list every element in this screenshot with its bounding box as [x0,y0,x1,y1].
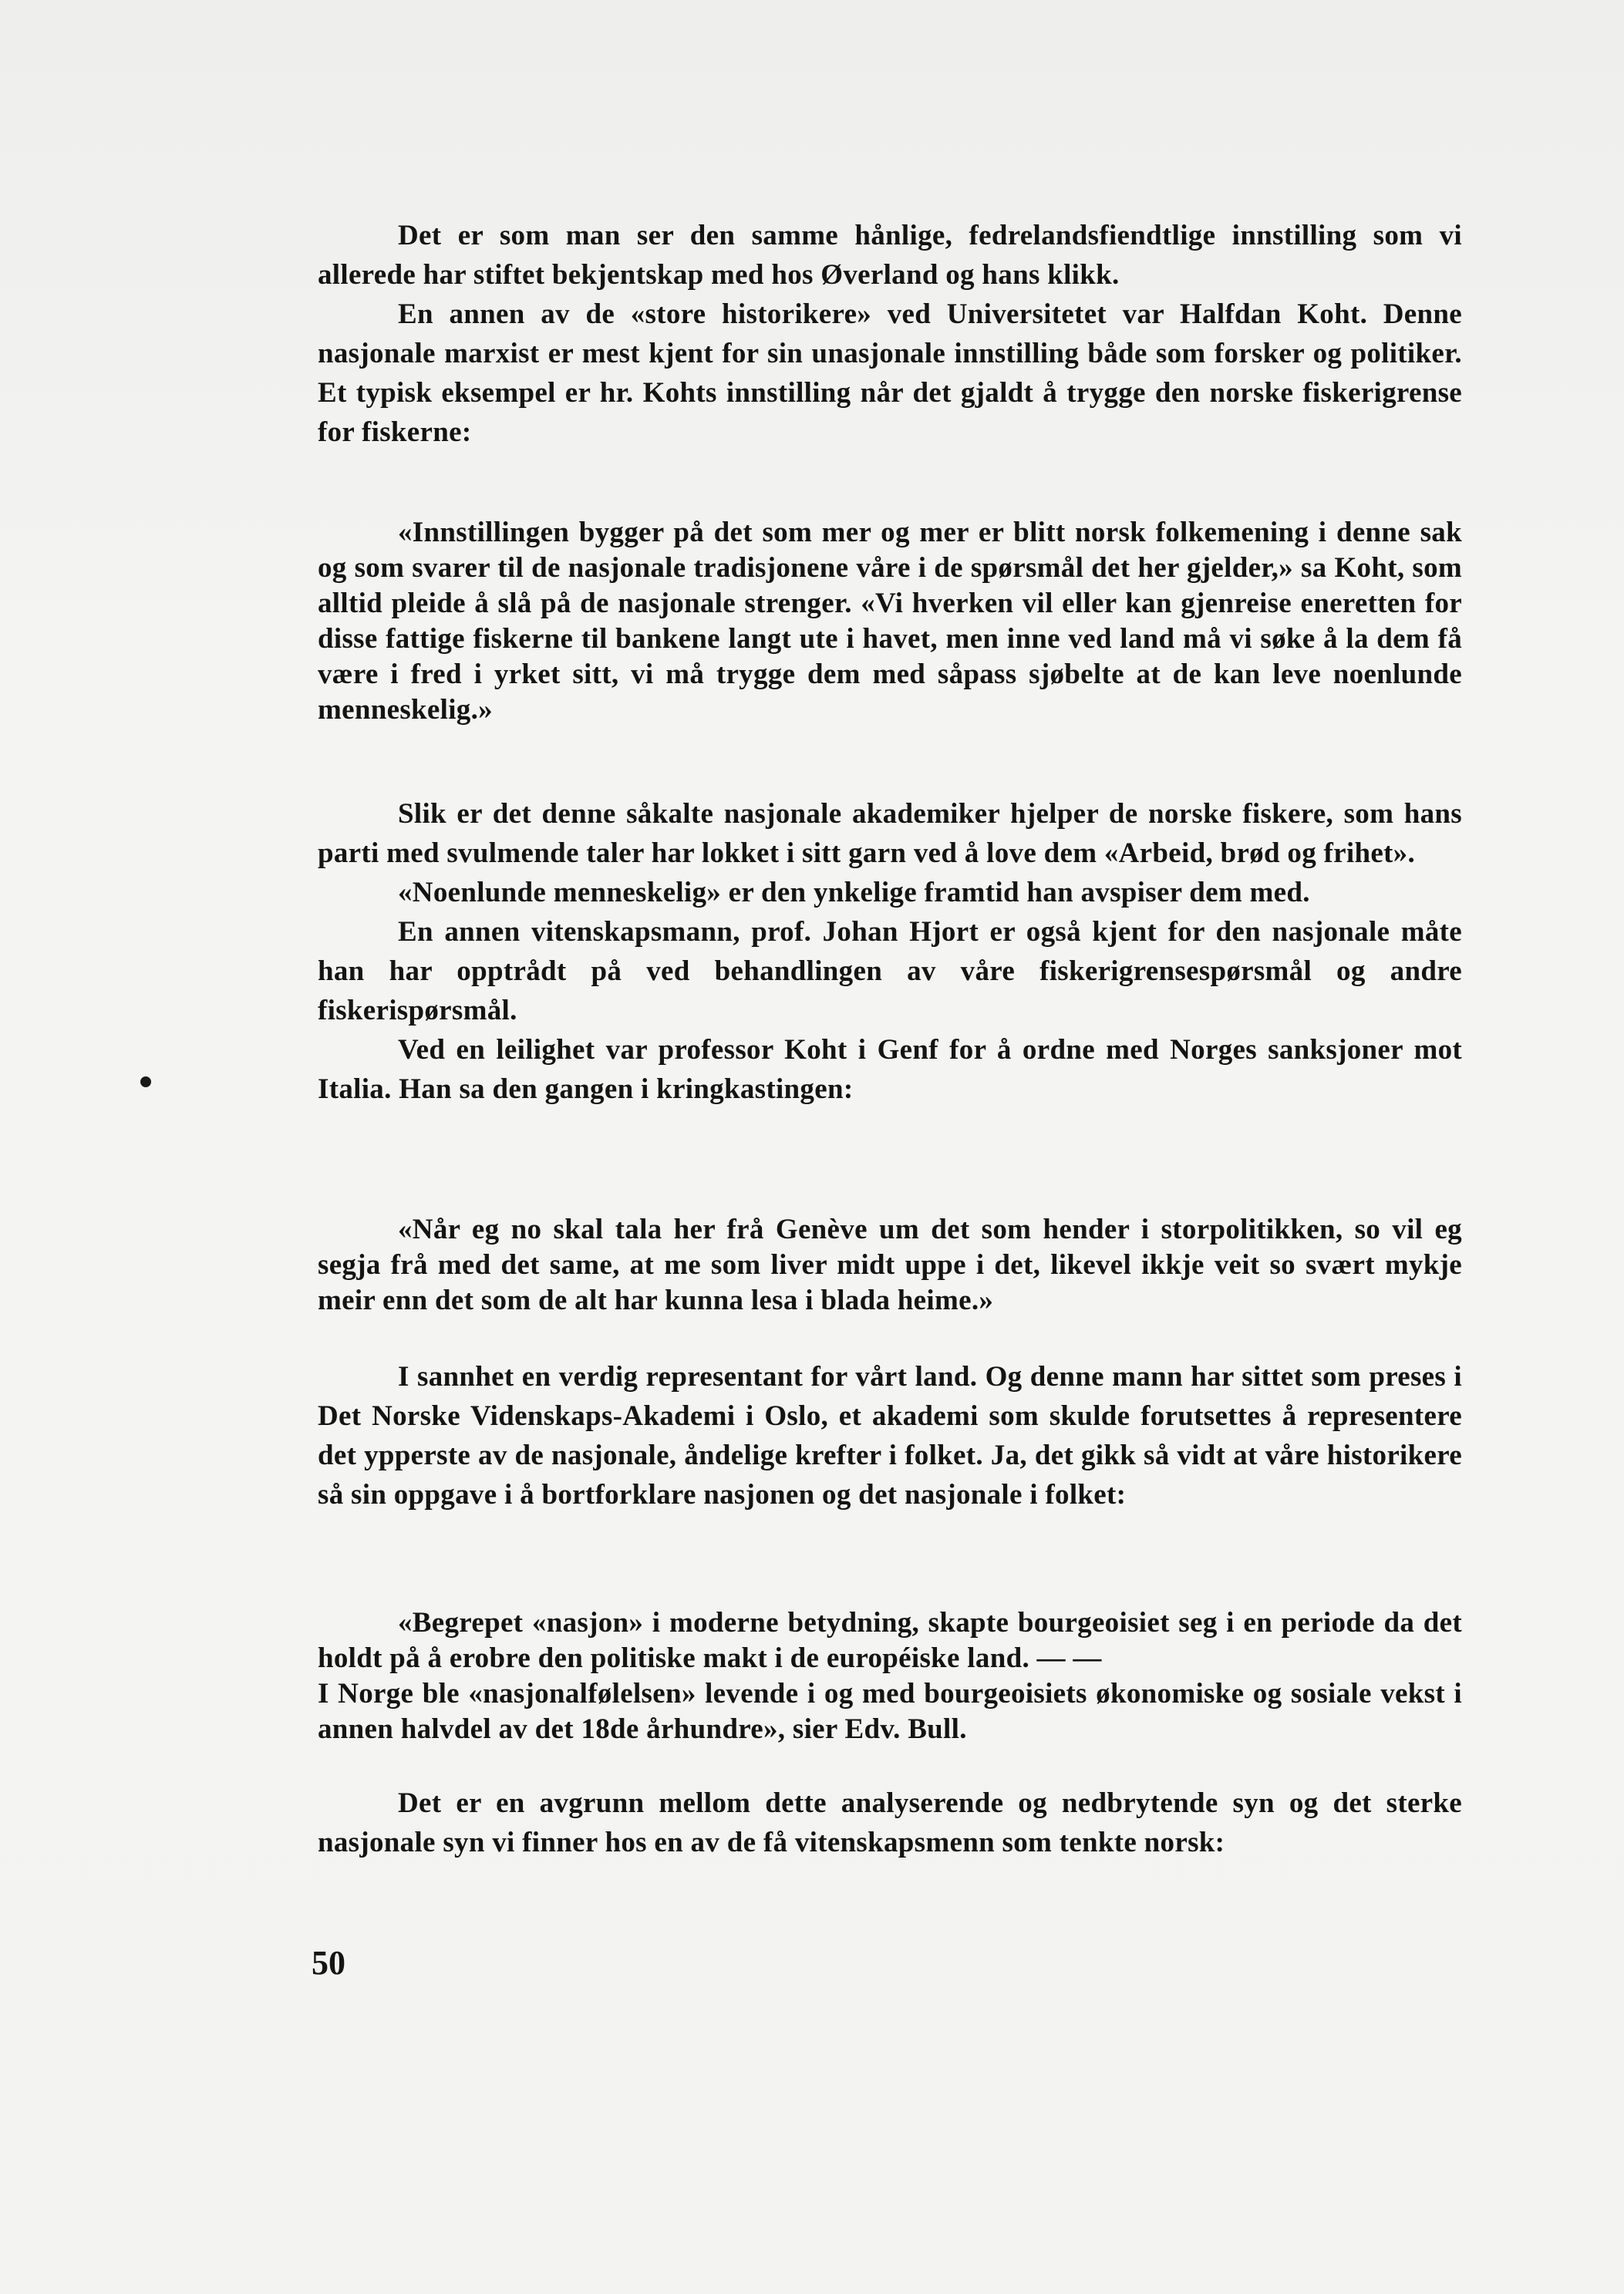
paragraph: En annen av de «store historikere» ved Universitetet var Halfdan Koht. Denne nasjonale marxist er mest kjent for sin unasjonale innstilling både som forsker og politiker. Et typisk eksempel er hr. Kohts innstilling når det gjaldt å trygge den norske fiskerigrense for fiskerne: [318,298,1462,448]
text-section-1 [318,216,1462,452]
quote-paragraph: I Norge ble «nasjonalfølelsen» levende i og med bourgeoisiets økonomiske og sosiale vekst i annen halvdel av det 18de århundre», sier Edv. Bull. [318,1678,1462,1745]
paragraph: Ved en leilighet var professor Koht i Genf for å ordne med Norges sanksjoner mot Italia. Han sa den gangen i kringkastingen: [318,1034,1462,1105]
text-section-4 [318,1784,1462,1862]
quote-paragraph: «Begrepet «nasjon» i moderne betydning, skapte bourgeoisiet seg i en periode da det holdt på å erobre den politiske makt i de européiske land. — — [318,1607,1462,1674]
paragraph: «Noenlunde menneskelig» er den ynkelige framtid han avspiser dem med. [398,877,1310,908]
page-number: 50 [312,1944,345,1982]
paragraph: Slik er det denne såkalte nasjonale akademiker hjelper de norske fiskere, som hans parti med svulmende taler har lokket i sitt garn ved å love dem «Arbeid, brød og frihet». [318,798,1462,869]
quote-paragraph: «Innstillingen bygger på det som mer og mer er blitt norsk folkemening i denne sak og som svarer til de nasjonale tradisjonene våre i de spørsmål det her gjelder,» sa Koht, som alltid pleide å slå på de nasjonale strenger. «Vi hverken vil eller kan gjenreise eneretten for disse fattige fiskerne til bankene langt ute i havet, men inne ved land må vi søke å la dem få være i fred i yrket sitt, vi må trygge dem med såpass sjøbelte at de kan leve noenlunde menneskelig.» [318,517,1462,726]
block-quote-bull [318,1605,1462,1747]
paragraph: Det er som man ser den samme hånlige, fedrelandsfiendtlige innstilling som vi allerede har stiftet bekjentskap med hos Øverland og hans klikk. [318,220,1462,291]
block-quote-geneve [318,1212,1462,1319]
text-section-2 [318,794,1462,1109]
block-quote-koht-fishery [318,515,1462,728]
paragraph: I sannhet en verdig representant for vårt land. Og denne mann har sittet som preses i Det Norske Videnskaps-Akademi i Oslo, et akademi som skulde forutsettes å representere det ypperste av de nasjonale, åndelige krefter i folket. Ja, det gikk så vidt at våre historikere så sin oppgave i å bortforklare nasjonen og det nasjonale i folket: [318,1361,1462,1511]
text-section-3 [318,1357,1462,1514]
paragraph: Det er en avgrunn mellom dette analyserende og nedbrytende syn og det sterke nasjonale syn vi finner hos en av de få vitenskapsmenn som tenkte norsk: [318,1787,1462,1858]
quote-paragraph: «Når eg no skal tala her frå Genève um det som hender i storpolitikken, so vil eg segja frå med det same, at me som liver midt uppe i det, likevel ikkje veit so svært mykje meir enn det som de alt har kunna lesa i blada heime.» [318,1214,1462,1316]
paragraph: En annen vitenskapsmann, prof. Johan Hjort er også kjent for den nasjonale måte han har opptrådt på ved behandlingen av våre fiskerigrensespørsmål og andre fiskerispørsmål. [318,916,1462,1026]
margin-mark [140,1076,151,1087]
